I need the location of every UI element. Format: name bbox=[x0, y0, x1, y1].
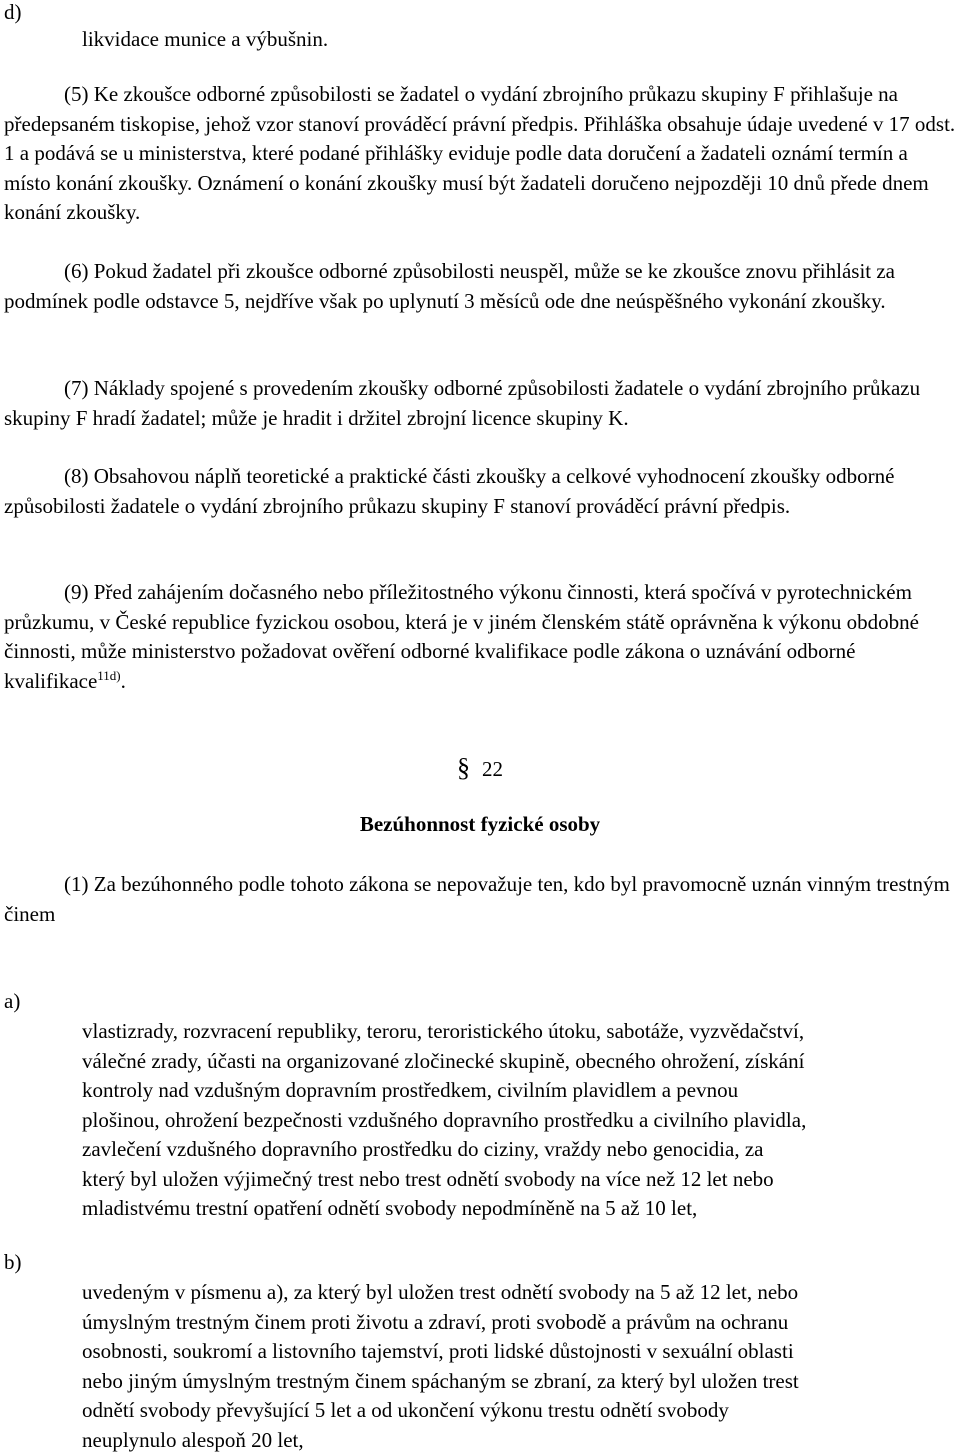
list-item-a-line: válečné zrady, účasti na organizované zločinecké skupině, obecného ohrožení, získání bbox=[82, 1047, 960, 1077]
list-marker-b: b) bbox=[4, 1250, 22, 1275]
list-marker-a: a) bbox=[4, 989, 20, 1014]
list-item-b-line: nebo jiným úmyslným trestným činem spáchaným se zbraní, za který byl uložen trest bbox=[82, 1367, 960, 1397]
list-item-b-line: uvedeným v písmenu a), za který byl uložen trest odnětí svobody na 5 až 12 let, nebo bbox=[82, 1278, 960, 1308]
list-marker-d: d) bbox=[4, 0, 22, 25]
list-item-d-text: likvidace munice a výbušnin. bbox=[82, 27, 328, 52]
list-item-a-line: kontroly nad vzdušným dopravním prostředkem, civilním plavidlem a pevnou bbox=[82, 1076, 960, 1106]
list-item-b-line: osobnosti, soukromí a listovního tajemství, proti lidské důstojnosti v sexuální oblasti bbox=[82, 1337, 960, 1367]
section-title: Bezúhonnost fyzické osoby bbox=[0, 812, 960, 837]
paragraph-6: (6) Pokud žadatel při zkoušce odborné způsobilosti neuspěl, může se ke zkoušce znovu přihlásit za podmínek podle odstavce 5, nejdříve však po uplynutí 3 měsíců ode dne neúspěšného vykonání zkoušky. bbox=[4, 257, 958, 316]
footnote-reference: 11d) bbox=[97, 668, 120, 683]
list-item-a-line: který byl uložen výjimečný trest nebo trest odnětí svobody na více než 12 let nebo bbox=[82, 1165, 960, 1195]
paragraph-9-end: . bbox=[121, 669, 126, 693]
paragraph-9-text: (9) Před zahájením dočasného nebo příležitostného výkonu činnosti, která spočívá v pyrotechnickém průzkumu, v České republice fyzickou osobou, která je v jiném členském státě oprávněna k výkonu obdobné činnosti, může ministerstvo požadovat ověření odborné kvalifikace podle zákona o uznávání odborné kvalifikace bbox=[4, 580, 919, 693]
list-item-a-line: vlastizrady, rozvracení republiky, teroru, teroristického útoku, sabotáže, vyzvědačství, bbox=[82, 1017, 960, 1047]
list-item-a-line: plošinou, ohrožení bezpečnosti vzdušného dopravního prostředku a civilního plavidla, bbox=[82, 1106, 960, 1136]
section-number bbox=[0, 753, 960, 783]
list-item-b-line: neuplynulo alespoň 20 let, bbox=[82, 1426, 960, 1455]
list-item-a-line: zavlečení vzdušného dopravního prostředku do ciziny, vraždy nebo genocidia, za bbox=[82, 1135, 960, 1165]
list-item-b-text bbox=[82, 1278, 960, 1455]
list-item-b-line: úmyslným trestným činem proti životu a zdraví, proti svobodě a právům na ochranu bbox=[82, 1308, 960, 1338]
paragraph-7: (7) Náklady spojené s provedením zkoušky odborné způsobilosti žadatele o vydání zbrojního průkazu skupiny F hradí žadatel; může je hradit i držitel zbrojní licence skupiny K. bbox=[4, 374, 958, 433]
list-item-a-line: mladistvému trestní opatření odnětí svobody nepodmíněně na 5 až 10 let, bbox=[82, 1194, 960, 1224]
paragraph-9 bbox=[4, 578, 958, 696]
list-item-a-text bbox=[82, 1017, 960, 1224]
list-item-b-line: odnětí svobody převyšující 5 let a od ukončení výkonu trestu odnětí svobody bbox=[82, 1396, 960, 1426]
paragraph-5: (5) Ke zkoušce odborné způsobilosti se žadatel o vydání zbrojního průkazu skupiny F přihlašuje na předepsaném tiskopise, jehož vzor stanoví prováděcí právní předpis. Přihláška obsahuje údaje uvedené v 17 odst. 1 a podává se u ministerstva, které podané přihlášky eviduje podle data doručení a žadateli oznámí termín a místo konání zkoušky. Oznámení o konání zkoušky musí být žadateli doručeno nejpozději 10 dnů přede dnem konání zkoušky. bbox=[4, 80, 958, 228]
section-paragraph-1: (1) Za bezúhonného podle tohoto zákona se nepovažuje ten, kdo byl pravomocně uznán vinným trestným činem bbox=[4, 870, 958, 929]
paragraph-8: (8) Obsahovou náplň teoretické a praktické části zkoušky a celkové vyhodnocení zkoušky odborné způsobilosti žadatele o vydání zbrojního průkazu skupiny F stanoví prováděcí právní předpis. bbox=[4, 462, 958, 521]
section-number-value: 22 bbox=[482, 757, 503, 781]
section-sign-icon: § bbox=[457, 753, 470, 782]
